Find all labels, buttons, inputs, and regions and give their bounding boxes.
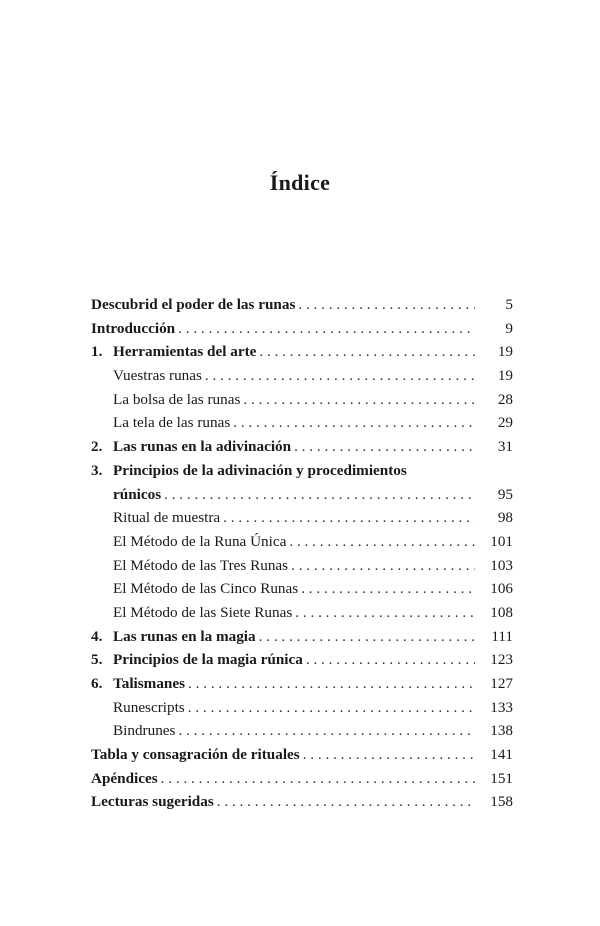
toc-entry-label: Principios de la magia rúnica [113, 651, 303, 669]
toc-page-number: 151 [490, 769, 513, 787]
toc-entry [91, 296, 513, 320]
toc-entry [91, 722, 513, 746]
toc-page-number: 141 [490, 746, 513, 764]
toc-entry [91, 438, 513, 462]
dot-leader [178, 722, 475, 740]
toc-entry [91, 675, 513, 699]
toc-page-number: 138 [490, 722, 513, 740]
toc-entry [91, 533, 513, 557]
toc-entry [91, 604, 513, 628]
toc-chapter-number: 4. [91, 627, 103, 645]
dot-leader [298, 296, 475, 314]
page-title: Índice [269, 170, 331, 195]
toc-chapter-number: 2. [91, 438, 103, 456]
toc-entry-label: Lecturas sugeridas [91, 793, 214, 811]
toc-entry-label: Apéndices [91, 769, 158, 787]
toc-entry [91, 651, 513, 675]
toc-entry-label: Introducción [91, 319, 176, 337]
toc-entry [91, 793, 513, 817]
toc-page-number: 108 [490, 603, 513, 621]
toc-entry-label: El Método de las Tres Runas [113, 556, 289, 574]
toc-page-number: 19 [497, 367, 513, 385]
toc-chapter-number: 5. [91, 651, 103, 669]
toc-entry [91, 580, 513, 604]
toc-entry [91, 699, 513, 723]
toc-page-number: 29 [497, 414, 513, 432]
toc-entry [91, 628, 513, 652]
toc-page-number: 111 [491, 627, 513, 645]
toc-entry [91, 509, 513, 533]
toc-entry-label: Las runas en la magia [113, 627, 256, 645]
dot-leader [259, 343, 475, 361]
table-of-contents [91, 296, 513, 817]
dot-leader [306, 651, 475, 669]
toc-entry-label: Tabla y consagración de rituales [91, 746, 300, 764]
toc-entry [91, 414, 513, 438]
dot-leader [295, 604, 475, 622]
toc-chapter-number: 1. [91, 343, 103, 361]
dot-leader [303, 746, 475, 764]
toc-entry-label: Ritual de muestra [113, 509, 221, 527]
toc-chapter-number: 3. [91, 461, 103, 479]
toc-entry [91, 343, 513, 367]
toc-entry-label: El Método de las Cinco Runas [113, 580, 299, 598]
dot-leader [291, 557, 475, 575]
dot-leader [294, 438, 475, 456]
toc-page-number: 101 [490, 532, 513, 550]
dot-leader [243, 391, 475, 409]
toc-entry-label: rúnicos [113, 485, 162, 503]
dot-leader [188, 675, 475, 693]
toc-entry [91, 486, 513, 510]
toc-page-number: 123 [490, 651, 513, 669]
toc-entry [91, 746, 513, 770]
toc-entry-label: La bolsa de las runas [113, 390, 241, 408]
toc-entry-label: El Método de las Siete Runas [113, 603, 293, 621]
toc-entry-label: Vuestras runas [113, 367, 202, 385]
dot-leader [205, 367, 475, 385]
toc-entry [91, 462, 513, 486]
toc-page-number: 98 [497, 509, 513, 527]
toc-entry-label: Principios de la adivinación y procedimientos [113, 461, 407, 479]
dot-leader [188, 699, 475, 717]
toc-page-number: 103 [490, 556, 513, 574]
toc-entry-label: El Método de la Runa Única [113, 532, 287, 550]
toc-page-number: 133 [490, 698, 513, 716]
toc-entry [91, 320, 513, 344]
toc-page-number: 31 [497, 438, 513, 456]
toc-entry-label: Las runas en la adivinación [113, 438, 292, 456]
toc-entry [91, 391, 513, 415]
toc-entry [91, 557, 513, 581]
toc-entry-label: Talismanes [113, 675, 186, 692]
dot-leader [301, 580, 475, 598]
dot-leader [289, 533, 475, 551]
dot-leader [223, 509, 475, 527]
toc-entry [91, 770, 513, 794]
toc-page-number: 28 [497, 390, 513, 408]
toc-page-number: 127 [490, 675, 513, 692]
toc-page-number: 106 [490, 580, 513, 598]
toc-page-number: 5 [505, 296, 513, 313]
toc-page-number: 19 [497, 343, 513, 361]
toc-chapter-number: 6. [91, 675, 103, 692]
toc-entry-label: Runescripts [113, 698, 185, 716]
dot-leader [233, 414, 475, 432]
toc-entry-label: La tela de las runas [113, 414, 231, 432]
dot-leader [178, 320, 475, 338]
dot-leader [164, 486, 475, 504]
toc-entry-label: Herramientas del arte [113, 343, 257, 361]
dot-leader [259, 628, 475, 646]
dot-leader [161, 770, 475, 788]
dot-leader [217, 793, 475, 811]
toc-entry [91, 367, 513, 391]
toc-entry-label: Descubrid el poder de las runas [91, 296, 296, 313]
toc-page-number: 95 [497, 485, 513, 503]
toc-page-number: 9 [505, 319, 513, 337]
toc-page-number: 158 [490, 793, 513, 811]
toc-entry-label: Bindrunes [113, 722, 176, 740]
